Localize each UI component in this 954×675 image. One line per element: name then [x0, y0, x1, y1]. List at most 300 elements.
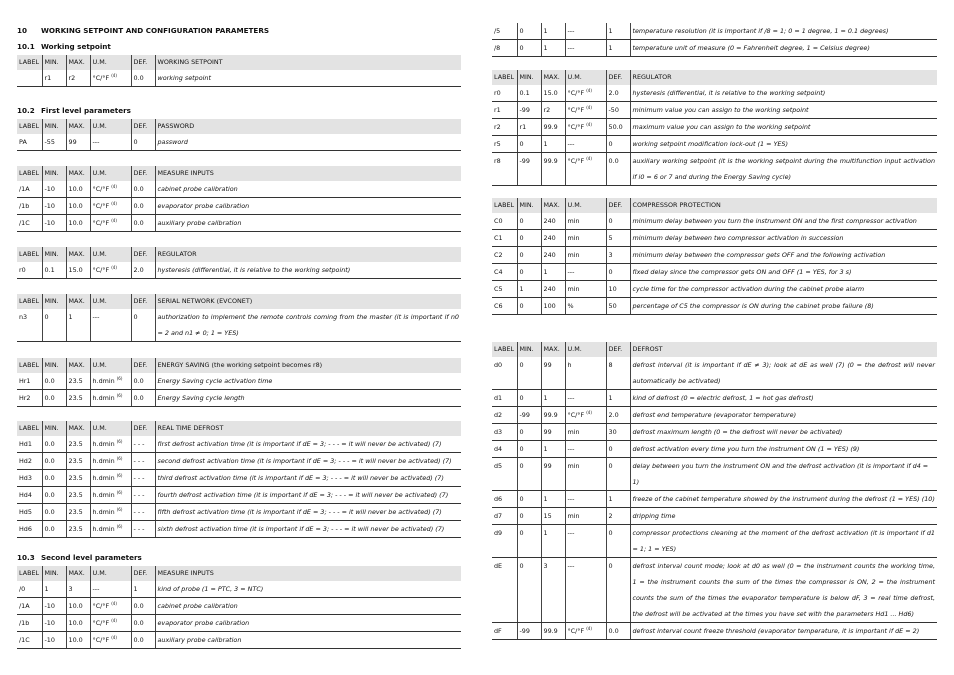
password-table	[17, 119, 461, 151]
table-title: ENERGY SAVING (the working setpoint becomes r8)	[155, 358, 461, 373]
cell-label: /1A	[17, 598, 42, 615]
table-row	[17, 615, 461, 632]
cell-min: 0	[517, 558, 541, 623]
unit-text: °C/°F	[567, 123, 585, 131]
serial-network-table	[17, 294, 461, 342]
table-row	[492, 85, 937, 102]
footnote-ref: (4)	[111, 617, 117, 623]
header-min: MIN.	[42, 247, 66, 262]
header-min: MIN.	[42, 358, 66, 373]
cell-min: -10	[42, 632, 66, 649]
cell-label: d5	[492, 458, 517, 491]
cell-min: 0.0	[42, 521, 66, 538]
table-row	[17, 309, 461, 342]
cell-um	[565, 213, 606, 230]
cell-min: 1	[42, 581, 66, 598]
cell-def: 1	[606, 23, 630, 40]
cell-label: C4	[492, 264, 517, 281]
unit-text: h.dmin	[92, 440, 115, 448]
cell-description: cycle time for the compressor activation during the cabinet probe alarm	[630, 281, 937, 298]
regulator-table	[17, 247, 461, 279]
table-row	[17, 390, 461, 407]
cell-um	[565, 558, 606, 623]
cell-min: -10	[42, 198, 66, 215]
table-row	[492, 298, 937, 315]
unit-text: °C/°F	[92, 219, 110, 227]
cell-um	[90, 70, 131, 87]
table-row	[492, 441, 937, 458]
unit-text: °C/°F	[567, 627, 585, 635]
unit-text: °C/°F	[567, 157, 585, 165]
cell-um	[90, 181, 131, 198]
cell-def: - - -	[131, 487, 155, 504]
unit-text: h.dmin	[92, 474, 115, 482]
unit-text: %	[567, 302, 574, 310]
cell-um	[90, 453, 131, 470]
cell-label: r2	[492, 119, 517, 136]
cell-min: 1	[517, 281, 541, 298]
cell-um	[90, 615, 131, 632]
cell-um	[565, 136, 606, 153]
table-row	[17, 487, 461, 504]
table-row	[17, 70, 461, 87]
cell-max: 1	[66, 309, 90, 342]
cell-def: 50.0	[606, 119, 630, 136]
cell-label: d4	[492, 441, 517, 458]
unit-text: °C/°F	[92, 185, 110, 193]
cell-max: 99	[541, 424, 565, 441]
cell-min: 0.0	[42, 504, 66, 521]
cell-label: Hd5	[17, 504, 42, 521]
table-row	[492, 558, 937, 623]
footnote-ref: (4)	[586, 104, 592, 110]
cell-label: /1C	[17, 215, 42, 232]
table-title: SERIAL NETWORK (EVCONET)	[155, 294, 461, 309]
cell-def: - - -	[131, 521, 155, 538]
cell-label: Hd4	[17, 487, 42, 504]
cell-def: 0	[606, 441, 630, 458]
cell-description: defrost activation every time you turn the instrument ON (1 = YES) (9)	[630, 441, 937, 458]
header-min: MIN.	[42, 55, 66, 70]
unit-text: h.dmin	[92, 394, 115, 402]
cell-min: -99	[517, 623, 541, 640]
cell-min: 0	[517, 390, 541, 407]
header-max: MAX.	[66, 358, 90, 373]
header-max: MAX.	[66, 119, 90, 134]
cell-def: 1	[606, 491, 630, 508]
header-label: LABEL	[17, 247, 42, 262]
cell-description: delay between you turn the instrument ON and the defrost activation (it is important if d4 = 1)	[630, 458, 937, 491]
cell-def: 0	[606, 525, 630, 558]
table-row	[17, 453, 461, 470]
cell-label: dF	[492, 623, 517, 640]
cell-description: hysteresis (differential, it is relative to the working setpoint)	[155, 262, 461, 279]
cell-def: 0.0	[131, 598, 155, 615]
cell-def: 10	[606, 281, 630, 298]
cell-def: 0	[606, 136, 630, 153]
footnote-ref: (4)	[586, 409, 592, 415]
cell-max: 240	[541, 247, 565, 264]
cell-description: defrost interval (it is important if dE ≠ 3); look at dE as well (7) (0 = the defrost will never automatically be activated)	[630, 357, 937, 390]
cell-description: kind of defrost (0 = electric defrost, 1 = hot gas defrost)	[630, 390, 937, 407]
table-row	[17, 181, 461, 198]
cell-max: 240	[541, 281, 565, 298]
header-min: MIN.	[42, 566, 66, 581]
table-row	[492, 153, 937, 186]
cell-max: 23.5	[66, 504, 90, 521]
measure-inputs-table	[17, 166, 461, 232]
table-header	[492, 198, 937, 213]
cell-def: 2.0	[606, 85, 630, 102]
section-title: First level parameters	[41, 106, 131, 115]
header-um: U.M.	[90, 421, 131, 436]
header-min: MIN.	[517, 198, 541, 213]
unit-text: h.dmin	[92, 457, 115, 465]
cell-def: 0.0	[131, 181, 155, 198]
cell-label: d7	[492, 508, 517, 525]
cell-description: dripping time	[630, 508, 937, 525]
cell-description: compressor protections cleaning at the moment of the defrost activation (it is important if d1 = 1; 1 = YES)	[630, 525, 937, 558]
cell-label: /1b	[17, 198, 42, 215]
table-header	[17, 166, 461, 181]
cell-um	[90, 436, 131, 453]
cell-max: 23.5	[66, 470, 90, 487]
table-row	[492, 247, 937, 264]
cell-max: 99.9	[541, 623, 565, 640]
table-row	[492, 508, 937, 525]
footnote-ref: (4)	[111, 200, 117, 206]
header-um: U.M.	[90, 358, 131, 373]
table-row	[492, 424, 937, 441]
cell-max: 10.0	[66, 198, 90, 215]
table-header	[17, 421, 461, 436]
table-header	[17, 358, 461, 373]
table-row	[492, 102, 937, 119]
footnote-ref: (6)	[116, 506, 123, 512]
unit-text: ---	[567, 445, 575, 453]
table-row	[492, 281, 937, 298]
cell-description: third defrost activation time (it is important if dE = 3; - - - = it will never be activated) (7)	[155, 470, 461, 487]
cell-um	[565, 281, 606, 298]
unit-text: ---	[567, 495, 575, 503]
header-def: DEF.	[131, 166, 155, 181]
chapter-heading	[17, 26, 269, 35]
energy-saving-table	[17, 358, 461, 407]
cell-def: 0.0	[131, 215, 155, 232]
cell-description: Energy Saving cycle activation time	[155, 373, 461, 390]
cell-def: 8	[606, 357, 630, 390]
cell-um	[90, 134, 131, 151]
unit-text: ---	[92, 585, 100, 593]
cell-min: -99	[517, 153, 541, 186]
cell-um	[90, 373, 131, 390]
cell-description: Energy Saving cycle length	[155, 390, 461, 407]
table-title: COMPRESSOR PROTECTION	[630, 198, 937, 213]
cell-description: fifth defrost activation time (it is important if dE = 3; - - - = it will never be activated) (7)	[155, 504, 461, 521]
section-number: 10.1	[17, 42, 35, 51]
cell-max: 99.9	[541, 407, 565, 424]
cell-min: -99	[517, 407, 541, 424]
unit-text: °C/°F	[92, 602, 110, 610]
cell-min: 0.0	[42, 436, 66, 453]
table-row	[17, 198, 461, 215]
cell-def: 0.0	[131, 390, 155, 407]
chapter-title: WORKING SETPOINT AND CONFIGURATION PARAMETERS	[41, 26, 270, 35]
cell-um	[90, 632, 131, 649]
cell-max: 1	[541, 525, 565, 558]
table-header	[17, 55, 461, 70]
cell-def: 0	[606, 558, 630, 623]
cell-label: r5	[492, 136, 517, 153]
section-heading-10-2	[17, 106, 131, 115]
cell-description: minimum delay between two compressor activation in succession	[630, 230, 937, 247]
cell-um	[565, 298, 606, 315]
header-def: DEF.	[606, 70, 630, 85]
cell-description: first defrost activation time (it is important if dE = 3; - - - = it will never be activated) (7)	[155, 436, 461, 453]
cell-um	[565, 390, 606, 407]
unit-text: min	[567, 251, 580, 259]
cell-label: Hr1	[17, 373, 42, 390]
header-um: U.M.	[565, 342, 606, 357]
header-def: DEF.	[131, 421, 155, 436]
footnote-ref: (4)	[111, 217, 117, 223]
footnote-ref: (4)	[111, 183, 117, 189]
cell-max: 1	[541, 136, 565, 153]
cell-def: 0.0	[606, 153, 630, 186]
table-row	[492, 390, 937, 407]
cell-def: - - -	[131, 470, 155, 487]
cell-um	[565, 23, 606, 40]
cell-um	[565, 458, 606, 491]
cell-label: /0	[17, 581, 42, 598]
table-title: MEASURE INPUTS	[155, 166, 461, 181]
cell-min: -10	[42, 598, 66, 615]
cell-label: Hd2	[17, 453, 42, 470]
cell-um	[565, 85, 606, 102]
cell-description: minimum delay between the compressor gets OFF and the following activation	[630, 247, 937, 264]
header-min: MIN.	[517, 342, 541, 357]
cell-um	[565, 508, 606, 525]
cell-description: cabinet probe calibration	[155, 598, 461, 615]
cell-description: hysteresis (differential, it is relative to the working setpoint)	[630, 85, 937, 102]
cell-def: 0	[606, 458, 630, 491]
cell-label: d1	[492, 390, 517, 407]
header-min: MIN.	[42, 294, 66, 309]
cell-max: 23.5	[66, 521, 90, 538]
cell-min: 0	[517, 357, 541, 390]
cell-label: Hd3	[17, 470, 42, 487]
section-heading-10-1	[17, 42, 111, 51]
footnote-ref: (6)	[116, 523, 123, 529]
cell-description: sixth defrost activation time (it is important if dE = 3; - - - = it will never be activated) (7)	[155, 521, 461, 538]
cell-def: 1	[606, 40, 630, 57]
header-def: DEF.	[606, 342, 630, 357]
unit-text: min	[567, 285, 580, 293]
table-row	[492, 623, 937, 640]
table-title: REAL TIME DEFROST	[155, 421, 461, 436]
chapter-number: 10	[17, 26, 28, 35]
cell-label: PA	[17, 134, 42, 151]
cell-min: -55	[42, 134, 66, 151]
footnote-ref: (4)	[111, 264, 117, 270]
cell-um	[90, 470, 131, 487]
cell-max: 10.0	[66, 632, 90, 649]
cell-um	[565, 230, 606, 247]
cell-def: 0.0	[131, 373, 155, 390]
cell-um	[565, 424, 606, 441]
resolution-continued-table	[492, 23, 937, 57]
unit-text: ---	[567, 27, 575, 35]
header-um: U.M.	[90, 166, 131, 181]
cell-max: 1	[541, 23, 565, 40]
table-title: MEASURE INPUTS	[155, 566, 461, 581]
cell-def: 2	[606, 508, 630, 525]
cell-min: 0	[42, 309, 66, 342]
cell-label: C5	[492, 281, 517, 298]
cell-max: 240	[541, 230, 565, 247]
footnote-ref: (4)	[111, 72, 117, 78]
table-row	[17, 215, 461, 232]
cell-description: fourth defrost activation time (it is important if dE = 3; - - - = it will never be activated) (7)	[155, 487, 461, 504]
unit-text: min	[567, 462, 580, 470]
cell-max: 10.0	[66, 615, 90, 632]
cell-max: 23.5	[66, 453, 90, 470]
cell-um	[90, 487, 131, 504]
measure-inputs-level2-table	[17, 566, 461, 649]
cell-max: 1	[541, 264, 565, 281]
cell-max: 1	[541, 390, 565, 407]
table-title: DEFROST	[630, 342, 937, 357]
table-row	[492, 119, 937, 136]
cell-um	[565, 102, 606, 119]
footnote-ref: (6)	[116, 472, 123, 478]
header-label: LABEL	[17, 421, 42, 436]
unit-text: min	[567, 428, 580, 436]
cell-min: -99	[517, 102, 541, 119]
table-row	[17, 262, 461, 279]
cell-description: auxiliary working setpoint (it is the working setpoint during the multifunction input activation if i0 = 6 or 7 and during the Energy Saving cycle)	[630, 153, 937, 186]
cell-def: 0	[131, 134, 155, 151]
table-row	[17, 134, 461, 151]
header-label: LABEL	[492, 70, 517, 85]
cell-label: d3	[492, 424, 517, 441]
footnote-ref: (4)	[111, 600, 117, 606]
cell-um	[565, 119, 606, 136]
cell-description: password	[155, 134, 461, 151]
cell-min: 0.0	[42, 390, 66, 407]
cell-um	[565, 247, 606, 264]
cell-max: 1	[541, 441, 565, 458]
cell-description: second defrost activation time (it is important if dE = 3; - - - = it will never be activated) (7)	[155, 453, 461, 470]
cell-label: dE	[492, 558, 517, 623]
cell-um	[90, 309, 131, 342]
header-label: LABEL	[17, 358, 42, 373]
cell-min: 0.0	[42, 373, 66, 390]
unit-text: h.dmin	[92, 525, 115, 533]
cell-max: 240	[541, 213, 565, 230]
header-def: DEF.	[131, 294, 155, 309]
header-max: MAX.	[541, 198, 565, 213]
header-um: U.M.	[90, 294, 131, 309]
footnote-ref: (4)	[586, 121, 592, 127]
cell-description: percentage of C5 the compressor is ON during the cabinet probe failure (8)	[630, 298, 937, 315]
cell-um	[565, 357, 606, 390]
cell-min: -10	[42, 181, 66, 198]
cell-description: cabinet probe calibration	[155, 181, 461, 198]
cell-min: 0	[517, 525, 541, 558]
cell-def: 2.0	[131, 262, 155, 279]
cell-label: d2	[492, 407, 517, 424]
cell-label: /8	[492, 40, 517, 57]
cell-max: 10.0	[66, 181, 90, 198]
unit-text: h.dmin	[92, 377, 115, 385]
cell-def: 30	[606, 424, 630, 441]
cell-um	[90, 390, 131, 407]
unit-text: ---	[567, 529, 575, 537]
footnote-ref: (6)	[116, 489, 123, 495]
section-number: 10.2	[17, 106, 35, 115]
cell-min: 0.0	[42, 470, 66, 487]
table-header	[492, 342, 937, 357]
cell-def: 1	[131, 581, 155, 598]
cell-description: working setpoint modification lock-out (1 = YES)	[630, 136, 937, 153]
cell-def: 0.0	[131, 632, 155, 649]
cell-min: 0	[517, 298, 541, 315]
cell-um	[90, 581, 131, 598]
cell-description: auxiliary probe calibration	[155, 632, 461, 649]
cell-description: minimum delay between you turn the instrument ON and the first compressor activation	[630, 213, 937, 230]
table-row	[17, 521, 461, 538]
cell-um	[565, 153, 606, 186]
defrost-table	[492, 342, 937, 640]
table-header	[17, 119, 461, 134]
header-um: U.M.	[90, 119, 131, 134]
header-label: LABEL	[492, 342, 517, 357]
footnote-ref: (4)	[586, 87, 592, 93]
table-row	[492, 136, 937, 153]
cell-description: maximum value you can assign to the working setpoint	[630, 119, 937, 136]
table-row	[17, 632, 461, 649]
footnote-ref: (6)	[116, 455, 123, 461]
unit-text: °C/°F	[92, 619, 110, 627]
header-label: LABEL	[17, 294, 42, 309]
cell-max: 99.9	[541, 119, 565, 136]
cell-max: 1	[541, 491, 565, 508]
cell-label: /5	[492, 23, 517, 40]
header-max: MAX.	[66, 247, 90, 262]
cell-label: Hr2	[17, 390, 42, 407]
cell-description: temperature unit of measure (0 = Fahrenheit degree, 1 = Celsius degree)	[630, 40, 937, 57]
cell-def: 50	[606, 298, 630, 315]
setpoint-table	[17, 55, 461, 87]
cell-max: 10.0	[66, 598, 90, 615]
cell-def: 2.0	[606, 407, 630, 424]
table-title: REGULATOR	[155, 247, 461, 262]
table-title: WORKING SETPOINT	[155, 55, 461, 70]
cell-min: 0	[517, 458, 541, 491]
cell-label: C2	[492, 247, 517, 264]
table-row	[492, 458, 937, 491]
cell-description: kind of probe (1 = PTC, 3 = NTC)	[155, 581, 461, 598]
cell-um	[565, 40, 606, 57]
cell-min: -10	[42, 615, 66, 632]
cell-max: 3	[541, 558, 565, 623]
header-max: MAX.	[66, 566, 90, 581]
unit-text: ---	[567, 562, 575, 570]
header-label: LABEL	[17, 119, 42, 134]
cell-label: C6	[492, 298, 517, 315]
table-row	[492, 491, 937, 508]
